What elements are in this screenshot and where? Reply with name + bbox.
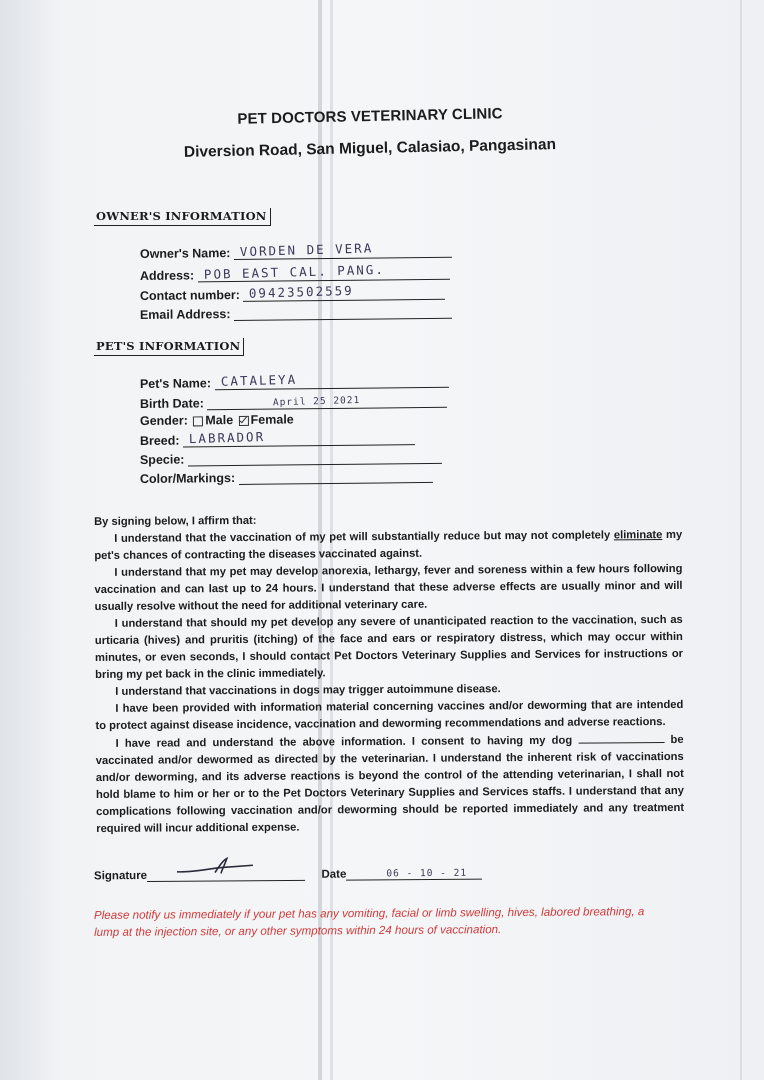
owner-email-row	[140, 304, 452, 322]
consent-p1-end: my pet's chances of contracting the diseases vaccinated against.	[94, 528, 683, 562]
owner-address-value: POB EAST CAL. PANG.	[203, 261, 385, 282]
owner-name-label: Owner's Name:	[139, 246, 231, 261]
clinic-name: PET DOCTORS VETERINARY CLINIC	[237, 105, 503, 128]
pet-breed-value: LABRADOR	[188, 429, 266, 447]
consent-p1-start: I understand that the vaccination of my pet will substantially reduce but may not completely	[114, 529, 614, 545]
consent-p6-start: I have read and understand the above information. I consent to having my dog	[115, 734, 579, 750]
pet-specie-field[interactable]	[188, 449, 442, 467]
dog-name-blank[interactable]	[578, 731, 664, 744]
owner-section-header: OWNER'S INFORMATION	[94, 208, 271, 226]
owner-address-label: Address:	[139, 268, 195, 283]
notice-text: Please notify us immediately if your pet has any vomiting, facial or limb swelling, hives, labored breathing, a lump at the injection site, or any other symptoms within 24 hours of vaccination.	[93, 905, 645, 939]
consent-p6-end: be vaccinated and/or dewormed as directed by the veterinarian. I understand the inherent risk of vaccinations and/or deworming, and its adverse reactions is beyond the control of the attending veterinarian, I shall not hold blame to him or her or to the Pet Doctors Veterinary Supplies and Services staffs. I understand that any complications following vaccination and/or deworming should be reported immediately and any treatment required will incur additional expense.	[95, 733, 685, 835]
consent-intro: By signing below, I affirm that:	[94, 514, 257, 528]
owner-name-value: VORDEN DE VERA	[239, 240, 374, 260]
owner-contact-row	[139, 282, 446, 303]
pet-breed-label: Breed:	[139, 433, 180, 448]
pet-color-row	[140, 468, 433, 486]
pet-gender-row	[140, 412, 294, 428]
pet-name-value: CATALEYA	[220, 371, 297, 389]
consent-paragraph: I understand that my pet may develop anorexia, lethargy, fever and soreness within a few hours following vaccination and can last up to 24 hours. I understand that these adverse effects are usually minor and will usually resolve without the need for additional veterinary care.	[94, 562, 683, 613]
pet-color-label: Color/Markings:	[139, 471, 236, 486]
pet-specie-row	[140, 449, 442, 467]
consent-text	[94, 510, 684, 838]
date-value: 06 - 10 - 21	[386, 867, 468, 880]
handwritten-signature	[175, 856, 255, 879]
female-option-label: Female	[250, 412, 294, 427]
pet-birth-field[interactable]	[207, 393, 447, 411]
pet-section-header: PET'S INFORMATION	[94, 338, 244, 356]
pet-breed-row	[140, 430, 415, 448]
consent-paragraph: I understand that should my pet develop any severe of unanticipated reaction to the vaccination, such as urticaria (hives) and pruritis (itching) of the face and ears or respiratory distress, which may occur within minutes, or even seconds, I should contact Pet Doctors Veterinary Supplies and Services for instructions or bring my pet back in the clinic immediately.	[94, 613, 684, 681]
signature-field[interactable]	[147, 866, 305, 882]
owner-email-field[interactable]	[234, 304, 452, 321]
pet-birth-label: Birth Date:	[139, 396, 204, 411]
pet-name-field[interactable]	[214, 373, 448, 390]
pet-name-label: Pet's Name:	[139, 376, 212, 391]
owner-contact-field[interactable]	[243, 282, 445, 302]
pet-specie-label: Specie:	[139, 452, 185, 467]
pet-color-field[interactable]	[238, 468, 432, 485]
male-option-label: Male	[205, 413, 234, 428]
pet-name-row	[140, 373, 449, 391]
owner-contact-value: 09423502559	[249, 282, 355, 301]
date-label: Date	[321, 868, 347, 881]
female-checkbox[interactable]	[239, 416, 249, 426]
consent-paragraph	[94, 527, 682, 565]
owner-name-field[interactable]	[234, 240, 452, 260]
pet-birth-row	[140, 393, 448, 411]
date-field[interactable]	[346, 865, 482, 881]
owner-name-row	[139, 240, 452, 261]
clinic-address: Diversion Road, San Miguel, Calasiao, Pangasinan	[183, 136, 557, 161]
consent-p1-underlined: eliminate	[613, 529, 663, 542]
male-checkbox[interactable]	[193, 416, 203, 426]
owner-address-row	[139, 261, 450, 283]
owner-email-label: Email Address:	[139, 307, 231, 322]
owner-contact-label: Contact number:	[139, 287, 240, 303]
signature-label: Signature	[93, 869, 148, 883]
pet-breed-field[interactable]	[183, 430, 415, 447]
signature-row	[94, 865, 482, 883]
consent-paragraph: I have been provided with information material concerning vaccines and/or deworming that are intended to protect against disease incidence, vaccination and deworming recommendations and adverse reactions.	[95, 698, 684, 732]
fold-line	[740, 0, 742, 1080]
pet-gender-label: Gender:	[139, 413, 188, 428]
owner-address-field[interactable]	[198, 261, 450, 283]
consent-paragraph	[96, 731, 685, 838]
consent-paragraph: I understand that vaccinations in dogs may trigger autoimmune disease.	[115, 683, 501, 698]
pet-birth-value: April 25 2021	[273, 394, 361, 409]
